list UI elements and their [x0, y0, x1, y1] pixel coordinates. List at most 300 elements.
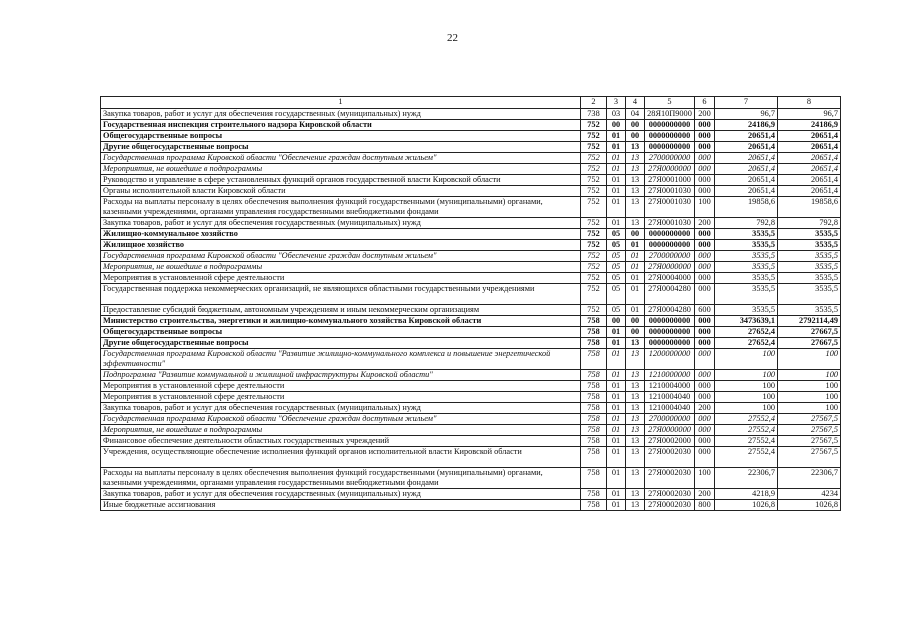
expense-type-cell: 200	[695, 218, 715, 229]
amount-1-cell: 3473639,1	[715, 316, 778, 327]
column-header: 5	[645, 97, 695, 109]
ministry-code-cell: 752	[581, 153, 607, 164]
expense-type-cell: 000	[695, 229, 715, 240]
row-name-cell: Мероприятия, не вошедшие в подпрограммы	[101, 262, 581, 273]
ministry-code-cell: 758	[581, 316, 607, 327]
section-code-cell: 05	[607, 262, 626, 273]
expense-type-cell: 000	[695, 414, 715, 425]
target-article-cell: 27Я0001030	[645, 218, 695, 229]
amount-1-cell: 1026,8	[715, 500, 778, 511]
row-name-cell: Закупка товаров, работ и услуг для обеспечения государственных (муниципальных) нужд	[101, 489, 581, 500]
section-code-cell: 05	[607, 229, 626, 240]
section-code-cell: 01	[607, 349, 626, 370]
amount-2-cell: 27667,5	[778, 327, 841, 338]
amount-1-cell: 96,7	[715, 109, 778, 120]
section-code-cell: 01	[607, 142, 626, 153]
column-header: 2	[581, 97, 607, 109]
subsection-code-cell: 00	[626, 131, 645, 142]
ministry-code-cell: 752	[581, 262, 607, 273]
expense-type-cell: 000	[695, 240, 715, 251]
amount-1-cell: 27552,4	[715, 447, 778, 468]
expense-type-cell: 000	[695, 175, 715, 186]
section-code-cell: 01	[607, 447, 626, 468]
target-article-cell: 27Я0002030	[645, 489, 695, 500]
table-row	[101, 500, 841, 511]
amount-2-cell: 100	[778, 349, 841, 370]
subsection-code-cell: 13	[626, 197, 645, 218]
section-code-cell: 01	[607, 327, 626, 338]
amount-2-cell: 96,7	[778, 109, 841, 120]
column-header: 6	[695, 97, 715, 109]
subsection-code-cell: 13	[626, 392, 645, 403]
table-row	[101, 218, 841, 229]
target-article-cell: 0000000000	[645, 316, 695, 327]
target-article-cell: 27Я0000000	[645, 164, 695, 175]
row-name-cell: Государственная инспекция строительного надзора Кировской области	[101, 120, 581, 131]
ministry-code-cell: 758	[581, 403, 607, 414]
subsection-code-cell: 13	[626, 186, 645, 197]
subsection-code-cell: 01	[626, 262, 645, 273]
table-row	[101, 273, 841, 284]
amount-2-cell: 24186,9	[778, 120, 841, 131]
subsection-code-cell: 13	[626, 218, 645, 229]
table-row	[101, 436, 841, 447]
amount-2-cell: 4234	[778, 489, 841, 500]
amount-2-cell: 27567,5	[778, 414, 841, 425]
section-code-cell: 01	[607, 131, 626, 142]
expense-type-cell: 000	[695, 284, 715, 305]
amount-1-cell: 20651,4	[715, 142, 778, 153]
ministry-code-cell: 752	[581, 164, 607, 175]
amount-2-cell: 3535,5	[778, 262, 841, 273]
row-name-cell: Мероприятия, не вошедшие в подпрограммы	[101, 425, 581, 436]
ministry-code-cell: 758	[581, 436, 607, 447]
subsection-code-cell: 01	[626, 240, 645, 251]
target-article-cell: 0000000000	[645, 327, 695, 338]
subsection-code-cell: 13	[626, 425, 645, 436]
amount-2-cell: 22306,7	[778, 468, 841, 489]
row-name-cell: Общегосударственные вопросы	[101, 131, 581, 142]
subsection-code-cell: 13	[626, 175, 645, 186]
target-article-cell: 0000000000	[645, 240, 695, 251]
row-name-cell: Закупка товаров, работ и услуг для обеспечения государственных (муниципальных) нужд	[101, 403, 581, 414]
ministry-code-cell: 758	[581, 489, 607, 500]
subsection-code-cell: 13	[626, 447, 645, 468]
expense-type-cell: 000	[695, 316, 715, 327]
amount-2-cell: 3535,5	[778, 229, 841, 240]
amount-2-cell: 20651,4	[778, 153, 841, 164]
target-article-cell: 1210004000	[645, 381, 695, 392]
amount-1-cell: 20651,4	[715, 131, 778, 142]
table-row	[101, 131, 841, 142]
column-header: 3	[607, 97, 626, 109]
amount-2-cell: 3535,5	[778, 284, 841, 305]
table-row	[101, 186, 841, 197]
target-article-cell: 0000000000	[645, 120, 695, 131]
amount-2-cell: 100	[778, 392, 841, 403]
amount-1-cell: 20651,4	[715, 175, 778, 186]
amount-2-cell: 1026,8	[778, 500, 841, 511]
section-code-cell: 01	[607, 218, 626, 229]
target-article-cell: 28Я10П9000	[645, 109, 695, 120]
ministry-code-cell: 758	[581, 447, 607, 468]
ministry-code-cell: 758	[581, 500, 607, 511]
subsection-code-cell: 13	[626, 338, 645, 349]
expense-type-cell: 000	[695, 447, 715, 468]
amount-1-cell: 27552,4	[715, 436, 778, 447]
expense-type-cell: 000	[695, 381, 715, 392]
row-name-cell: Расходы на выплаты персоналу в целях обеспечения выполнения функций государственными (муниципальными) органами, казенными учреждениями, органами управления государственными внебюджетными фондами	[101, 468, 581, 489]
amount-2-cell: 3535,5	[778, 251, 841, 262]
row-name-cell: Другие общегосударственные вопросы	[101, 338, 581, 349]
ministry-code-cell: 752	[581, 175, 607, 186]
target-article-cell: 1210004040	[645, 392, 695, 403]
expense-type-cell: 200	[695, 489, 715, 500]
amount-1-cell: 20651,4	[715, 186, 778, 197]
amount-1-cell: 27652,4	[715, 338, 778, 349]
ministry-code-cell: 752	[581, 131, 607, 142]
section-code-cell: 00	[607, 120, 626, 131]
ministry-code-cell: 758	[581, 370, 607, 381]
section-code-cell: 05	[607, 273, 626, 284]
ministry-code-cell: 758	[581, 425, 607, 436]
amount-2-cell: 20651,4	[778, 164, 841, 175]
amount-1-cell: 3535,5	[715, 284, 778, 305]
row-name-cell: Иные бюджетные ассигнования	[101, 500, 581, 511]
section-code-cell: 05	[607, 305, 626, 316]
table-row	[101, 120, 841, 131]
amount-1-cell: 27552,4	[715, 425, 778, 436]
expense-type-cell: 000	[695, 153, 715, 164]
expense-type-cell: 200	[695, 109, 715, 120]
expense-type-cell: 000	[695, 164, 715, 175]
target-article-cell: 27Я0004280	[645, 284, 695, 305]
target-article-cell: 27Я0004000	[645, 273, 695, 284]
section-code-cell: 01	[607, 425, 626, 436]
amount-2-cell: 27667,5	[778, 338, 841, 349]
amount-2-cell: 3535,5	[778, 240, 841, 251]
amount-1-cell: 24186,9	[715, 120, 778, 131]
amount-2-cell: 3535,5	[778, 273, 841, 284]
section-code-cell: 01	[607, 500, 626, 511]
row-name-cell: Расходы на выплаты персоналу в целях обеспечения выполнения функций государственными (муниципальными) органами, казенными учреждениями, органами управления государственными внебюджетными фондами	[101, 197, 581, 218]
expense-type-cell: 000	[695, 131, 715, 142]
subsection-code-cell: 13	[626, 489, 645, 500]
subsection-code-cell: 13	[626, 349, 645, 370]
subsection-code-cell: 00	[626, 229, 645, 240]
ministry-code-cell: 758	[581, 338, 607, 349]
row-name-cell: Государственная программа Кировской области "Обеспечение граждан доступным жильем"	[101, 414, 581, 425]
amount-2-cell: 20651,4	[778, 175, 841, 186]
column-header: 7	[715, 97, 778, 109]
table-row	[101, 316, 841, 327]
target-article-cell: 1210000000	[645, 370, 695, 381]
expense-type-cell: 000	[695, 349, 715, 370]
row-name-cell: Мероприятия в установленной сфере деятельности	[101, 392, 581, 403]
row-name-cell: Министерство строительства, энергетики и жилищно-коммунального хозяйства Кировской области	[101, 316, 581, 327]
section-code-cell: 01	[607, 197, 626, 218]
target-article-cell: 1210004040	[645, 403, 695, 414]
section-code-cell: 03	[607, 109, 626, 120]
amount-2-cell: 2792114,49	[778, 316, 841, 327]
amount-1-cell: 3535,5	[715, 262, 778, 273]
section-code-cell: 01	[607, 468, 626, 489]
expense-type-cell: 000	[695, 251, 715, 262]
row-name-cell: Жилищное хозяйство	[101, 240, 581, 251]
table-row	[101, 262, 841, 273]
amount-2-cell: 27567,5	[778, 447, 841, 468]
row-name-cell: Государственная программа Кировской области "Обеспечение граждан доступным жильем"	[101, 153, 581, 164]
subsection-code-cell: 13	[626, 468, 645, 489]
expense-type-cell: 000	[695, 142, 715, 153]
table-row	[101, 468, 841, 489]
target-article-cell: 27Я0002000	[645, 436, 695, 447]
row-name-cell: Государственная программа Кировской области "Обеспечение граждан доступным жильем"	[101, 251, 581, 262]
table-row	[101, 414, 841, 425]
amount-2-cell: 20651,4	[778, 131, 841, 142]
amount-2-cell: 100	[778, 370, 841, 381]
row-name-cell: Общегосударственные вопросы	[101, 327, 581, 338]
table-row	[101, 370, 841, 381]
subsection-code-cell: 13	[626, 500, 645, 511]
ministry-code-cell: 752	[581, 305, 607, 316]
row-name-cell: Предоставление субсидий бюджетным, автономным учреждениям и иным некоммерческим организациям	[101, 305, 581, 316]
expense-type-cell: 600	[695, 305, 715, 316]
section-code-cell: 01	[607, 338, 626, 349]
ministry-code-cell: 758	[581, 349, 607, 370]
subsection-code-cell: 01	[626, 251, 645, 262]
ministry-code-cell: 758	[581, 381, 607, 392]
table-row	[101, 327, 841, 338]
table-row	[101, 305, 841, 316]
table-row	[101, 142, 841, 153]
table-row	[101, 489, 841, 500]
target-article-cell: 27Я0001030	[645, 197, 695, 218]
target-article-cell: 2700000000	[645, 153, 695, 164]
table-row	[101, 240, 841, 251]
table-row	[101, 153, 841, 164]
row-name-cell: Подпрограмма "Развитие коммунальной и жилищной инфраструктуры Кировской области"	[101, 370, 581, 381]
amount-1-cell: 27552,4	[715, 414, 778, 425]
page-number: 22	[447, 32, 458, 44]
target-article-cell: 2700000000	[645, 414, 695, 425]
section-code-cell: 01	[607, 414, 626, 425]
target-article-cell: 27Я0002030	[645, 468, 695, 489]
target-article-cell: 0000000000	[645, 131, 695, 142]
amount-1-cell: 20651,4	[715, 153, 778, 164]
amount-2-cell: 3535,5	[778, 305, 841, 316]
target-article-cell: 0000000000	[645, 142, 695, 153]
ministry-code-cell: 752	[581, 240, 607, 251]
row-name-cell: Закупка товаров, работ и услуг для обеспечения государственных (муниципальных) нужд	[101, 109, 581, 120]
amount-1-cell: 20651,4	[715, 164, 778, 175]
row-name-cell: Финансовое обеспечение деятельности областных государственных учреждений	[101, 436, 581, 447]
column-header: 1	[101, 97, 581, 109]
row-name-cell: Государственная поддержка некоммерческих организаций, не являющихся областными государственными учреждениями	[101, 284, 581, 305]
ministry-code-cell: 758	[581, 327, 607, 338]
subsection-code-cell: 01	[626, 305, 645, 316]
target-article-cell: 27Я0002030	[645, 500, 695, 511]
expense-type-cell: 200	[695, 403, 715, 414]
table-row	[101, 403, 841, 414]
target-article-cell: 27Я0000000	[645, 262, 695, 273]
expense-type-cell: 000	[695, 425, 715, 436]
ministry-code-cell: 752	[581, 218, 607, 229]
subsection-code-cell: 13	[626, 381, 645, 392]
ministry-code-cell: 752	[581, 120, 607, 131]
section-code-cell: 01	[607, 186, 626, 197]
section-code-cell: 01	[607, 370, 626, 381]
amount-1-cell: 3535,5	[715, 251, 778, 262]
subsection-code-cell: 13	[626, 403, 645, 414]
ministry-code-cell: 752	[581, 197, 607, 218]
ministry-code-cell: 752	[581, 229, 607, 240]
ministry-code-cell: 752	[581, 186, 607, 197]
row-name-cell: Жилищно-коммунальное хозяйство	[101, 229, 581, 240]
column-header: 8	[778, 97, 841, 109]
amount-1-cell: 19858,6	[715, 197, 778, 218]
target-article-cell: 27Я0004280	[645, 305, 695, 316]
amount-1-cell: 27652,4	[715, 327, 778, 338]
expense-type-cell: 100	[695, 197, 715, 218]
expense-type-cell: 000	[695, 120, 715, 131]
subsection-code-cell: 13	[626, 164, 645, 175]
table-body	[101, 109, 841, 511]
subsection-code-cell: 13	[626, 436, 645, 447]
amount-1-cell: 100	[715, 403, 778, 414]
table-row	[101, 164, 841, 175]
expense-type-cell: 000	[695, 392, 715, 403]
row-name-cell: Руководство и управление в сфере установленных функций органов государственной власти Кировской области	[101, 175, 581, 186]
budget-table	[100, 96, 841, 511]
expense-type-cell: 000	[695, 338, 715, 349]
ministry-code-cell: 758	[581, 392, 607, 403]
subsection-code-cell: 04	[626, 109, 645, 120]
expense-type-cell: 800	[695, 500, 715, 511]
amount-1-cell: 22306,7	[715, 468, 778, 489]
table-row	[101, 349, 841, 370]
subsection-code-cell: 00	[626, 316, 645, 327]
subsection-code-cell: 13	[626, 153, 645, 164]
target-article-cell: 0000000000	[645, 338, 695, 349]
ministry-code-cell: 752	[581, 142, 607, 153]
amount-1-cell: 3535,5	[715, 229, 778, 240]
row-name-cell: Закупка товаров, работ и услуг для обеспечения государственных (муниципальных) нужд	[101, 218, 581, 229]
target-article-cell: 0000000000	[645, 229, 695, 240]
row-name-cell: Учреждения, осуществляющие обеспечение исполнения функций органов исполнительной власти Кировской области	[101, 447, 581, 468]
amount-2-cell: 19858,6	[778, 197, 841, 218]
section-code-cell: 01	[607, 489, 626, 500]
ministry-code-cell: 752	[581, 273, 607, 284]
section-code-cell: 01	[607, 436, 626, 447]
subsection-code-cell: 00	[626, 120, 645, 131]
section-code-cell: 01	[607, 175, 626, 186]
amount-1-cell: 100	[715, 370, 778, 381]
section-code-cell: 05	[607, 251, 626, 262]
header-row	[101, 97, 841, 109]
table-row	[101, 251, 841, 262]
row-name-cell: Государственная программа Кировской области "Развитие жилищно-коммунального комплекса и повышение энергетической эффективности"	[101, 349, 581, 370]
row-name-cell: Другие общегосударственные вопросы	[101, 142, 581, 153]
target-article-cell: 27Я0000000	[645, 425, 695, 436]
ministry-code-cell: 758	[581, 468, 607, 489]
subsection-code-cell: 13	[626, 414, 645, 425]
amount-1-cell: 3535,5	[715, 305, 778, 316]
section-code-cell: 01	[607, 153, 626, 164]
amount-1-cell: 3535,5	[715, 240, 778, 251]
ministry-code-cell: 758	[581, 414, 607, 425]
section-code-cell: 05	[607, 284, 626, 305]
target-article-cell: 27Я0001000	[645, 175, 695, 186]
expense-type-cell: 100	[695, 468, 715, 489]
table-row	[101, 229, 841, 240]
table-row	[101, 447, 841, 468]
target-article-cell: 27Я0002030	[645, 447, 695, 468]
section-code-cell: 01	[607, 164, 626, 175]
subsection-code-cell: 00	[626, 327, 645, 338]
expense-type-cell: 000	[695, 273, 715, 284]
amount-1-cell: 100	[715, 349, 778, 370]
table-row	[101, 175, 841, 186]
row-name-cell: Мероприятия, не вошедшие в подпрограммы	[101, 164, 581, 175]
target-article-cell: 27Я0001030	[645, 186, 695, 197]
subsection-code-cell: 13	[626, 370, 645, 381]
target-article-cell: 1200000000	[645, 349, 695, 370]
section-code-cell: 01	[607, 381, 626, 392]
amount-1-cell: 3535,5	[715, 273, 778, 284]
ministry-code-cell: 752	[581, 284, 607, 305]
ministry-code-cell: 752	[581, 251, 607, 262]
amount-1-cell: 4218,9	[715, 489, 778, 500]
amount-1-cell: 792,8	[715, 218, 778, 229]
amount-2-cell: 100	[778, 381, 841, 392]
subsection-code-cell: 13	[626, 142, 645, 153]
column-header: 4	[626, 97, 645, 109]
section-code-cell: 00	[607, 316, 626, 327]
table-row	[101, 197, 841, 218]
table-row	[101, 425, 841, 436]
amount-2-cell: 792,8	[778, 218, 841, 229]
expense-type-cell: 000	[695, 262, 715, 273]
section-code-cell: 01	[607, 392, 626, 403]
row-name-cell: Органы исполнительной власти Кировской области	[101, 186, 581, 197]
table-row	[101, 284, 841, 305]
row-name-cell: Мероприятия в установленной сфере деятельности	[101, 273, 581, 284]
amount-2-cell: 20651,4	[778, 186, 841, 197]
table-row	[101, 381, 841, 392]
expense-type-cell: 000	[695, 370, 715, 381]
ministry-code-cell: 738	[581, 109, 607, 120]
amount-1-cell: 100	[715, 381, 778, 392]
amount-2-cell: 27567,5	[778, 425, 841, 436]
amount-2-cell: 100	[778, 403, 841, 414]
target-article-cell: 2700000000	[645, 251, 695, 262]
amount-2-cell: 20651,4	[778, 142, 841, 153]
section-code-cell: 01	[607, 403, 626, 414]
row-name-cell: Мероприятия в установленной сфере деятельности	[101, 381, 581, 392]
expense-type-cell: 000	[695, 327, 715, 338]
subsection-code-cell: 01	[626, 273, 645, 284]
expense-type-cell: 000	[695, 436, 715, 447]
table-row	[101, 109, 841, 120]
section-code-cell: 05	[607, 240, 626, 251]
table-row	[101, 392, 841, 403]
amount-1-cell: 100	[715, 392, 778, 403]
table-row	[101, 338, 841, 349]
subsection-code-cell: 01	[626, 284, 645, 305]
amount-2-cell: 27567,5	[778, 436, 841, 447]
expense-type-cell: 000	[695, 186, 715, 197]
